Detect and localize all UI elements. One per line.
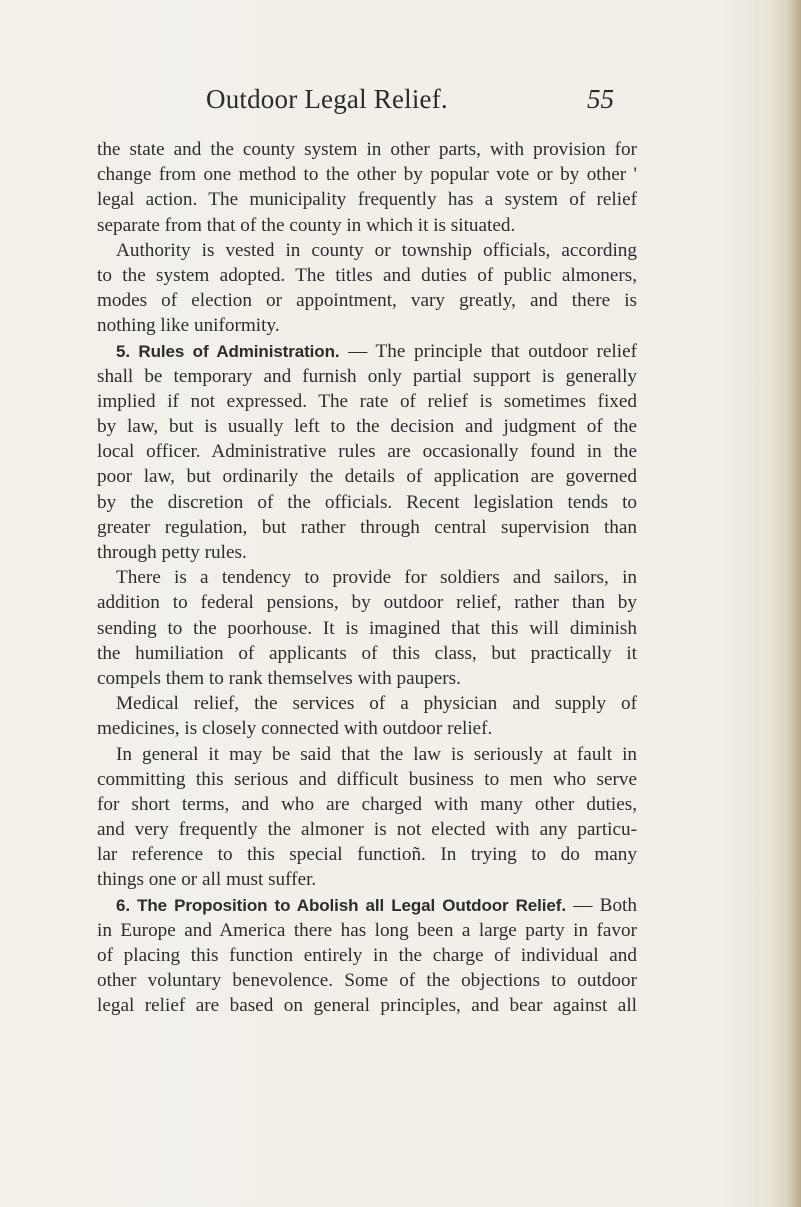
text-line [97, 565, 637, 590]
page-edge-shadow [787, 0, 801, 1207]
line-text: Medical relief, the services of a physician and supply of [116, 693, 637, 715]
text-line [97, 464, 637, 489]
text-line [97, 439, 637, 464]
line-text: committing this serious and difficult business to men who serve [97, 768, 637, 790]
line-text: modes of election or appointment, vary greatly, and there is [97, 290, 637, 312]
line-text: compels them to rank themselves with paupers. [97, 667, 461, 689]
text-line [97, 490, 637, 515]
text-line [97, 641, 637, 666]
text-line [97, 213, 637, 238]
line-text: In general it may be said that the law is seriously at fault in [116, 743, 637, 765]
section-heading: 6. The Proposition to Abolish all Legal Outdoor Relief. [116, 895, 566, 915]
section-heading-line [97, 339, 637, 364]
line-text: implied if not expressed. The rate of relief is sometimes fixed [97, 390, 637, 412]
body-text [97, 137, 637, 1019]
text-line [97, 691, 637, 716]
line-text: of placing this function entirely in the charge of individual and [97, 945, 637, 966]
line-text: shall be temporary and furnish only partial support is generally [97, 365, 637, 387]
line-text: medicines, is closely connected with outdoor relief. [97, 718, 493, 740]
text-line [97, 590, 637, 615]
line-text: other voluntary benevolence. Some of the objections to outdoor [97, 970, 637, 992]
text-line [97, 842, 637, 867]
line-text: in Europe and America there has long been a large party in favor [97, 919, 637, 941]
text-line [97, 137, 637, 162]
line-text: separate from that of the county in which it is situated. [97, 214, 516, 236]
line-text: There is a tendency to provide for soldiers and sailors, in [116, 567, 637, 589]
text-line [97, 414, 637, 439]
text-line [97, 666, 637, 691]
text-line [97, 716, 637, 741]
text-line [97, 918, 637, 943]
line-text: and very frequently the almoner is not elected with any particu- [97, 819, 637, 841]
text-line [97, 742, 637, 767]
line-text: local officer. Administrative rules are occasionally found in the [97, 441, 637, 463]
line-text: for short terms, and who are charged with many other duties, [97, 793, 637, 815]
line-text: by law, but is usually left to the decision and judgment of the [97, 416, 637, 438]
line-text: nothing like uniformity. [97, 315, 280, 337]
line-text: — Both [565, 894, 637, 916]
text-line [97, 616, 637, 641]
line-text: sending to the poorhouse. It is imagined that this will diminish [97, 617, 637, 639]
section-heading-line [97, 893, 637, 918]
line-text: the state and the county system in other parts, with provision for [97, 139, 637, 160]
text-line [97, 968, 637, 993]
line-text: change from one method to the other by popular vote or by other ' [97, 164, 637, 186]
text-line [97, 867, 637, 892]
text-line [97, 792, 637, 817]
text-line [97, 540, 637, 565]
line-text: things one or all must suffer. [97, 869, 317, 891]
line-text: poor law, but ordinarily the details of application are governed [97, 466, 637, 488]
line-text: addition to federal pensions, by outdoor relief, rather than by [97, 592, 637, 614]
running-header [0, 84, 801, 124]
text-line [97, 263, 637, 288]
line-text: Authority is vested in county or township officials, according [116, 239, 637, 261]
line-text: greater regulation, but rather through central supervision than [97, 516, 637, 538]
text-line [97, 162, 637, 187]
text-line [97, 364, 637, 389]
line-text: to the system adopted. The titles and duties of public almoners, [97, 264, 637, 286]
line-text: legal relief are based on general principles, and bear against all [97, 995, 637, 1017]
text-line [97, 187, 637, 212]
running-title: Outdoor Legal Relief. [206, 84, 448, 114]
text-line [97, 389, 637, 414]
line-text: lar reference to this special functioñ. In trying to do many [97, 844, 637, 866]
text-line [97, 515, 637, 540]
line-text: the humiliation of applicants of this class, but practically it [97, 642, 637, 664]
line-text: — The principle that outdoor relief [339, 340, 637, 362]
text-line [97, 993, 637, 1018]
page-number: 55 [587, 84, 614, 114]
text-line [97, 767, 637, 792]
text-line [97, 943, 637, 968]
text-line [97, 238, 637, 263]
text-line [97, 817, 637, 842]
line-text: through petty rules. [97, 542, 247, 563]
text-line [97, 288, 637, 313]
text-line [97, 313, 637, 338]
section-heading: 5. Rules of Administration. [116, 341, 340, 361]
line-text: by the discretion of the officials. Recent legislation tends to [97, 491, 637, 513]
line-text: legal action. The municipality frequently has a system of relief [97, 189, 637, 211]
